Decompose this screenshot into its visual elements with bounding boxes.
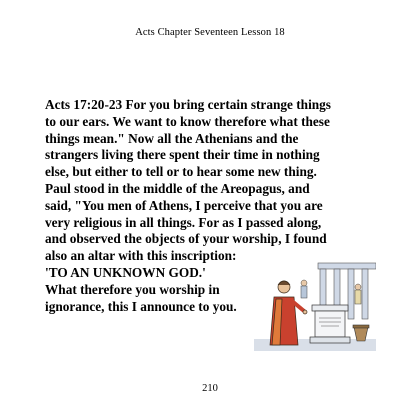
passage-line: ignorance, this I announce to you.: [45, 298, 237, 314]
passage-line: said, "You men of Athens, I perceive that you are: [45, 197, 323, 213]
passage-line: else, but either to tell or to hear some new thing.: [45, 164, 317, 180]
passage-line: What therefore you worship in: [45, 281, 220, 297]
passage-line: 'TO AN UNKNOWN GOD.': [45, 264, 206, 280]
page-number: 210: [202, 383, 218, 394]
page-header-title: Acts Chapter Seventeen Lesson 18: [135, 27, 285, 38]
passage-line: strangers living there spent their time in nothing: [45, 147, 320, 163]
passage-line: also an altar with this inscription:: [45, 248, 237, 264]
passage-line: very religious in all things. For as I passed along,: [45, 214, 322, 230]
passage-line: Acts 17:20-23 For you bring certain strange things: [45, 97, 331, 112]
passage-line: things mean." Now all the Athenians and the: [45, 130, 299, 146]
passage-line: Paul stood in the middle of the Areopagus, and: [45, 180, 310, 196]
passage-line: to our ears. We want to know therefore what these: [45, 113, 330, 129]
paul-at-altar-illustration: [254, 261, 376, 351]
passage-line: and observed the objects of your worship, I found: [45, 231, 327, 247]
